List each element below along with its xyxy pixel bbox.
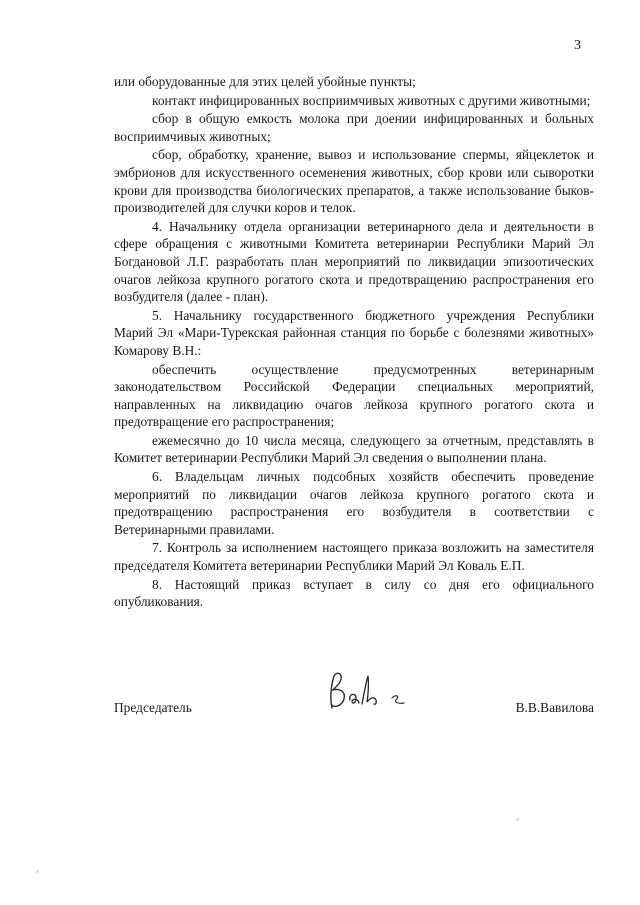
scan-artifact (516, 818, 519, 821)
signature-block (114, 688, 594, 728)
paragraph-item-6: 6. Владельцам личных подсобных хозяйств обеспечить проведение мероприятий по ликвидации очагов лейкоза крупного рогатого скота и предотвращению распространения его возбудителя в соответствии с Ветеринарными правилами. (114, 469, 594, 537)
paragraph-item-7: 7. Контроль за исполнением настоящего приказа возложить на заместителя председателя Комитета ветеринарии Республики Марий Эл Коваль Е.П. (114, 540, 594, 574)
paragraph-3: сбор в общую емкость молока при доении инфицированных и больных восприимчивых животных; (114, 111, 594, 144)
scan-artifact (36, 870, 39, 873)
signer-name: В.В.Вавилова (515, 700, 594, 715)
signer-title: Председатель (114, 700, 192, 715)
handwritten-signature (322, 668, 414, 716)
paragraph-item-8: 8. Настоящий приказ вступает в силу со дня его официального опубликования. (114, 576, 594, 610)
page-number: 3 (574, 38, 581, 53)
paragraph-4: сбор, обработку, хранение, вывоз и использование спермы, яйцеклеток и эмбрионов для искусственного осеменения животных, сбор крови или сыворотки крови для производства биологических препаратов, а также использование быков-производителей для случки коров и телок. (114, 147, 594, 216)
document-body (114, 73, 594, 612)
paragraph-2: контакт инфицированных восприимчивых животных с другими животными; (152, 92, 591, 108)
paragraph-1: или оборудованные для этих целей убойные пункты; (114, 74, 416, 89)
paragraph-item-5-b: ежемесячно до 10 числа месяца, следующего за отчетным, представлять в Комитет ветеринарии Республики Марий Эл сведения о выполнении плана. (114, 432, 594, 466)
paragraph-item-5: 5. Начальнику государственного бюджетного учреждения Республики Марий Эл «Мари-Турекская районная станция по борьбе с болезнями животных» Комарову В.Н.: (114, 307, 594, 358)
paragraph-item-4: 4. Начальнику отдела организации ветеринарного дела и деятельности в сфере обращения с животными Комитета ветеринарии Республики Марий Эл Богдановой Л.Г. разработать план мероприятий по ликвидации эпизоотических очагов лейкоза крупного рогатого скота и предотвращению распространения его возбудителя (далее - план). (114, 218, 594, 305)
paragraph-item-5-a: обеспечить осуществление предусмотренных ветеринарным законодательством Российской Федерации специальных мероприятий, направленных на ликвидацию очагов лейкоза крупного рогатого скота и предотвращение его распространения; (114, 361, 594, 430)
